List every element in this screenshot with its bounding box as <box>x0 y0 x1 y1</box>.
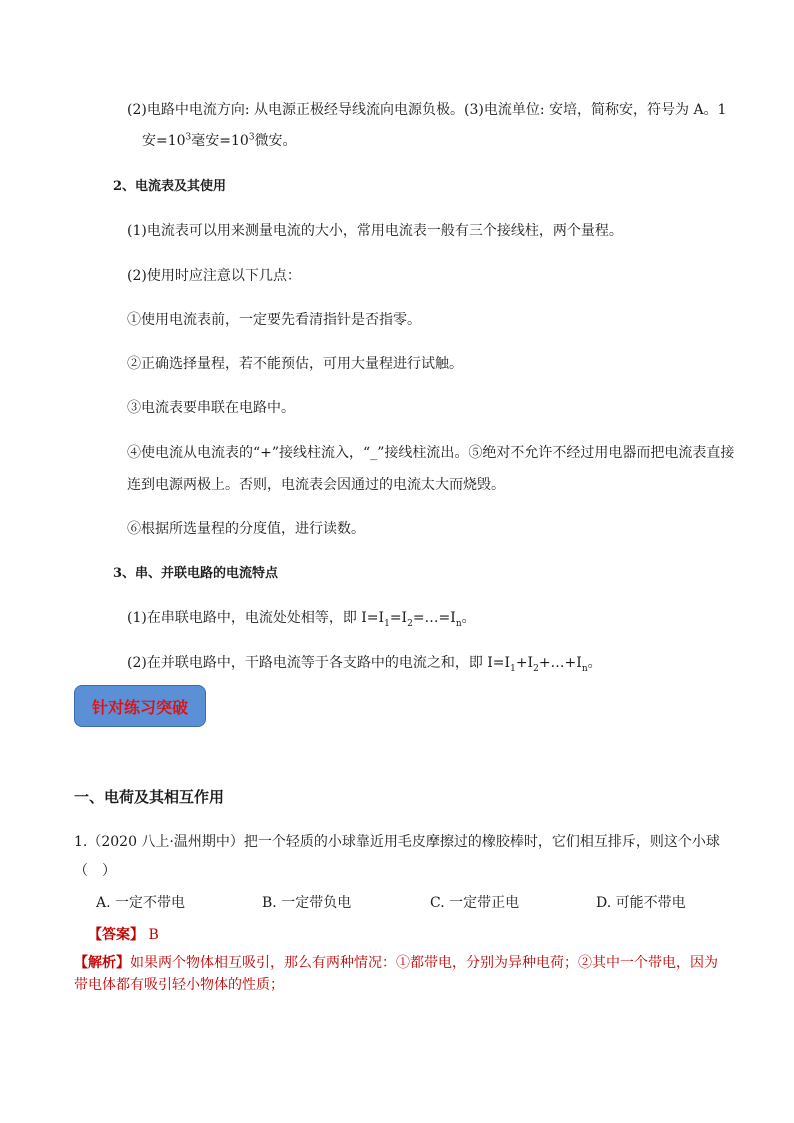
parallel-circuit-rule: (2)在并联电路中，干路电流等于各支路中的电流之和，即 $I=I_1+I_2+\dots+I_n$。 <box>127 655 602 674</box>
series-circuit-rule: (1)在串联电路中，电流处处相等，即 $I=I_1=I_2=\dots=I_n$。 <box>127 610 476 629</box>
question-stem-line2: （ ） <box>74 863 116 879</box>
option-d: D. 可能不带电 <box>596 895 686 911</box>
answer-label: 【答案】 <box>88 927 144 943</box>
ammeter-paragraph-2: (2)使用时应注意以下几点： <box>127 268 301 284</box>
option-a: A. 一定不带电 <box>96 895 186 911</box>
ammeter-item-2: ②正确选择量程，若不能预估，可用大量程进行试触。 <box>127 356 463 372</box>
ammeter-item-1: ①使用电流表前，一定要先看清指针是否指零。 <box>127 312 421 328</box>
ammeter-item-4-line2: 连到电源两极上。否则，电流表会因通过的电流太大而烧毁。 <box>127 477 505 493</box>
answer-line <box>88 925 159 945</box>
ammeter-heading: 2、电流表及其使用 <box>113 179 227 194</box>
question-stem-line1: 1.（2020 八上·温州期中）把一个轻质的小球靠近用毛皮摩擦过的橡胶棒时，它们相互排斥，则这个小球 <box>74 834 720 850</box>
ammeter-paragraph-1: (1)电流表可以用来测量电流的大小，常用电流表一般有三个接线柱，两个量程。 <box>127 223 623 239</box>
analysis-line1: 【解析】如果两个物体相互吸引，那么有两种情况：①都带电，分别为异种电荷；②其中一个带电，因为 <box>74 955 718 971</box>
current-unit-conversion: 安$=10^3$毫安$=10^3$微安。 <box>142 132 297 149</box>
practice-banner <box>74 685 206 727</box>
option-b: B. 一定带负电 <box>262 895 352 911</box>
answer-value: B <box>148 927 159 943</box>
current-direction-line1: (2)电路中电流方向: 从电源正极经导线流向电源负极。(3)电流单位: 安培，简称安，符号为 A。1 <box>127 102 727 118</box>
analysis-label: 【解析】 <box>74 955 130 971</box>
ammeter-item-6: ⑥根据所选量程的分度值，进行读数。 <box>127 521 365 537</box>
practice-banner-label: 针对练习突破 <box>91 697 188 717</box>
section-title: 一、电荷及其相互作用 <box>74 788 225 806</box>
circuits-heading: 3、串、并联电路的电流特点 <box>113 566 279 581</box>
option-c: C. 一定带正电 <box>430 895 520 911</box>
analysis-line2: 带电体都有吸引轻小物体的性质； <box>74 977 284 993</box>
ammeter-item-4-line1: ④使电流从电流表的“+”接线柱流入，“_”接线柱流出。⑤绝对不允许不经过用电器而把电流表直接 <box>127 445 735 461</box>
ammeter-item-3: ③电流表要串联在电路中。 <box>127 400 295 416</box>
